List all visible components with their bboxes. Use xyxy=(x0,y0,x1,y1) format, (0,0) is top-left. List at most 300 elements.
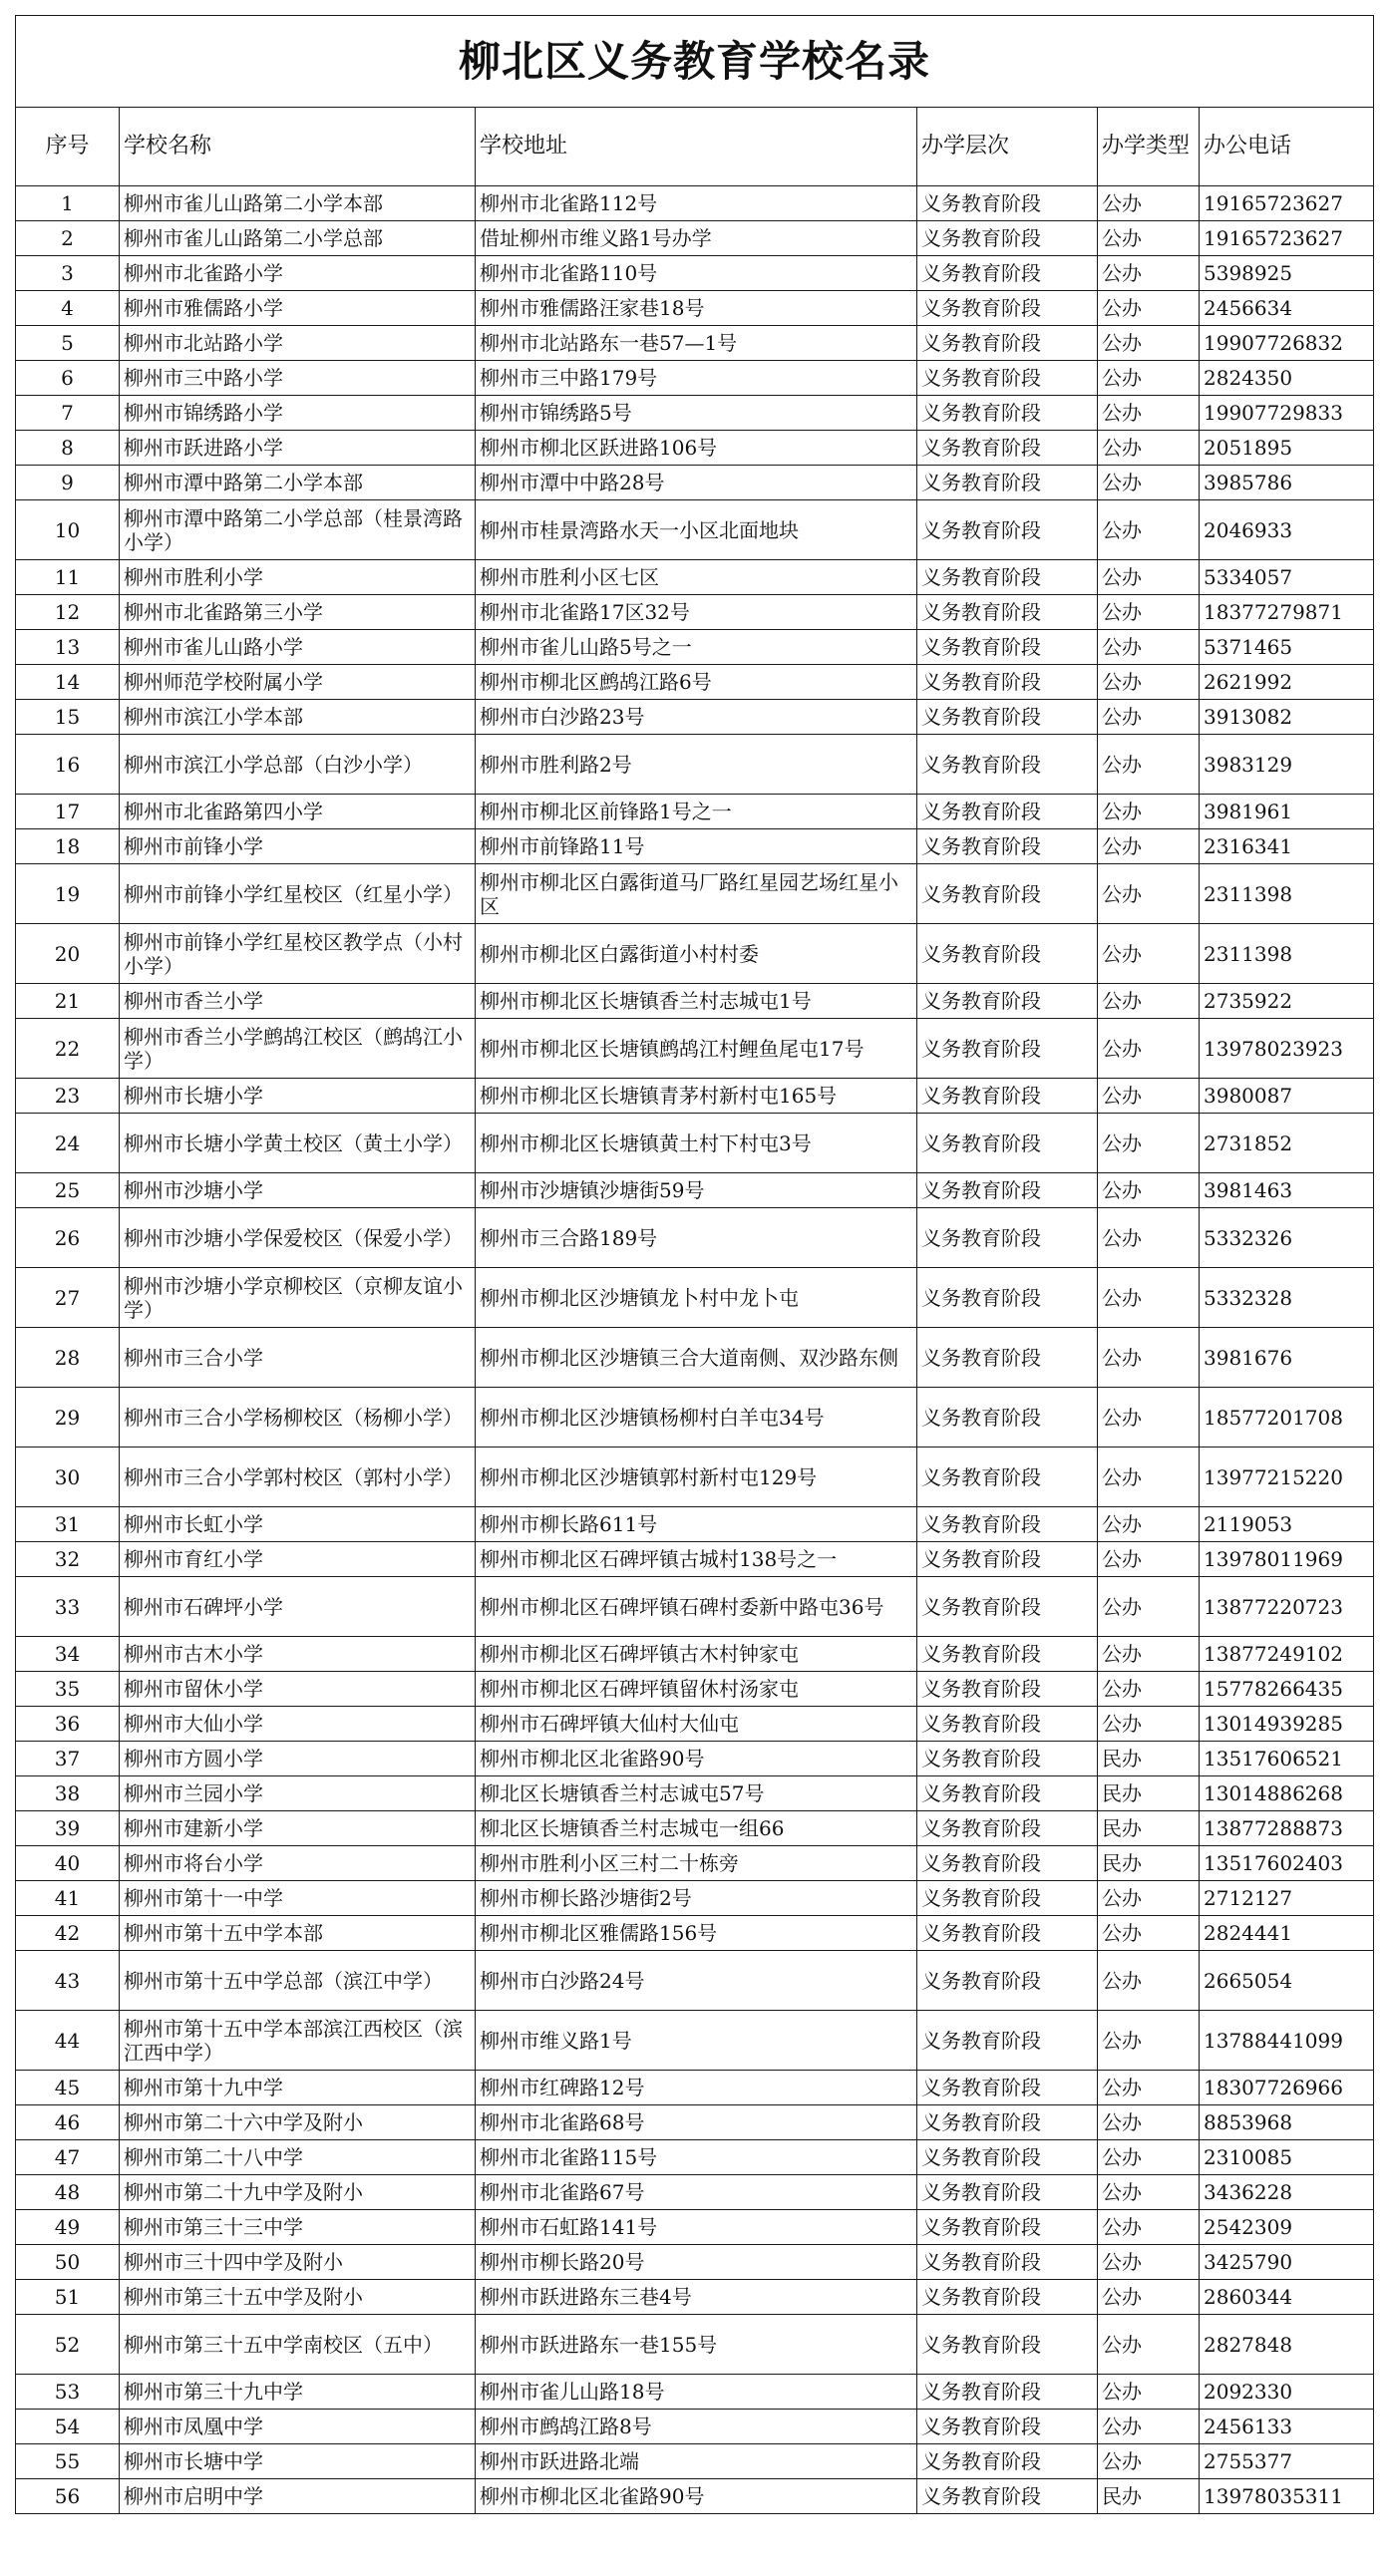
row-number: 50 xyxy=(16,2245,120,2280)
school-name: 柳州市古木小学 xyxy=(120,1637,476,1672)
school-type: 公办 xyxy=(1098,2140,1200,2175)
row-number: 8 xyxy=(16,431,120,466)
row-number: 26 xyxy=(16,1208,120,1268)
school-name: 柳州市胜利小学 xyxy=(120,560,476,595)
school-type: 公办 xyxy=(1098,221,1200,256)
school-level: 义务教育阶段 xyxy=(917,1672,1098,1707)
office-phone: 2712127 xyxy=(1200,1881,1374,1916)
school-name: 柳州市前锋小学 xyxy=(120,829,476,864)
office-phone: 19907729833 xyxy=(1200,396,1374,431)
row-number: 22 xyxy=(16,1019,120,1079)
office-phone: 3913082 xyxy=(1200,700,1374,735)
table-row xyxy=(16,1776,1374,1811)
school-name: 柳州市第三十三中学 xyxy=(120,2210,476,2245)
office-phone: 13877220723 xyxy=(1200,1577,1374,1637)
table-row xyxy=(16,1542,1374,1577)
office-phone: 19165723627 xyxy=(1200,221,1374,256)
school-type: 公办 xyxy=(1098,431,1200,466)
row-number: 12 xyxy=(16,595,120,630)
office-phone: 13877249102 xyxy=(1200,1637,1374,1672)
row-number: 29 xyxy=(16,1388,120,1448)
school-level: 义务教育阶段 xyxy=(917,2210,1098,2245)
school-level: 义务教育阶段 xyxy=(917,2071,1098,2105)
row-number: 9 xyxy=(16,466,120,500)
school-type: 公办 xyxy=(1098,1637,1200,1672)
school-level: 义务教育阶段 xyxy=(917,2444,1098,2479)
row-number: 21 xyxy=(16,984,120,1019)
spreadsheet xyxy=(15,15,1373,2514)
school-type: 公办 xyxy=(1098,2280,1200,2315)
office-phone: 2860344 xyxy=(1200,2280,1374,2315)
row-number: 36 xyxy=(16,1707,120,1742)
row-number: 56 xyxy=(16,2479,120,2514)
table-row xyxy=(16,560,1374,595)
school-address: 柳州市胜利路2号 xyxy=(476,735,917,795)
school-address: 柳州市锦绣路5号 xyxy=(476,396,917,431)
school-level: 义务教育阶段 xyxy=(917,431,1098,466)
school-level: 义务教育阶段 xyxy=(917,1916,1098,1951)
school-name: 柳州市第三十五中学南校区（五中） xyxy=(120,2315,476,2375)
school-address: 柳州市柳北区长塘镇青茅村新村屯165号 xyxy=(476,1079,917,1114)
school-level: 义务教育阶段 xyxy=(917,326,1098,361)
row-number: 38 xyxy=(16,1776,120,1811)
school-name: 柳州市北雀路小学 xyxy=(120,256,476,291)
school-address: 柳州市白沙路23号 xyxy=(476,700,917,735)
row-number: 46 xyxy=(16,2105,120,2140)
table-row xyxy=(16,466,1374,500)
school-type: 公办 xyxy=(1098,2410,1200,2444)
office-phone: 2542309 xyxy=(1200,2210,1374,2245)
office-phone: 13978023923 xyxy=(1200,1019,1374,1079)
school-name: 柳州市前锋小学红星校区（红星小学） xyxy=(120,864,476,924)
header-cell: 办公电话 xyxy=(1200,108,1374,186)
office-phone: 2311398 xyxy=(1200,924,1374,984)
school-address: 柳州市柳长路沙塘街2号 xyxy=(476,1881,917,1916)
school-name: 柳州市三十四中学及附小 xyxy=(120,2245,476,2280)
school-address: 柳州市柳北区长塘镇香兰村志城屯1号 xyxy=(476,984,917,1019)
office-phone: 2824441 xyxy=(1200,1916,1374,1951)
school-level: 义务教育阶段 xyxy=(917,1019,1098,1079)
school-type: 公办 xyxy=(1098,326,1200,361)
school-name: 柳州市第十五中学本部滨江西校区（滨江西中学） xyxy=(120,2011,476,2071)
school-name: 柳州市第二十六中学及附小 xyxy=(120,2105,476,2140)
school-level: 义务教育阶段 xyxy=(917,1268,1098,1328)
row-number: 27 xyxy=(16,1268,120,1328)
school-type: 公办 xyxy=(1098,1388,1200,1448)
table-row xyxy=(16,2375,1374,2410)
school-level: 义务教育阶段 xyxy=(917,1173,1098,1208)
school-name: 柳州市第二十八中学 xyxy=(120,2140,476,2175)
school-name: 柳州市长虹小学 xyxy=(120,1507,476,1542)
row-number: 39 xyxy=(16,1811,120,1846)
school-name: 柳州市第十五中学总部（滨江中学） xyxy=(120,1951,476,2011)
school-address: 柳州市北站路东一巷57—1号 xyxy=(476,326,917,361)
school-name: 柳州市锦绣路小学 xyxy=(120,396,476,431)
school-name: 柳州市第三十九中学 xyxy=(120,2375,476,2410)
school-type: 公办 xyxy=(1098,1328,1200,1388)
school-level: 义务教育阶段 xyxy=(917,665,1098,700)
school-level: 义务教育阶段 xyxy=(917,1079,1098,1114)
row-number: 35 xyxy=(16,1672,120,1707)
school-address: 柳北区长塘镇香兰村志城屯一组66 xyxy=(476,1811,917,1846)
table-row xyxy=(16,1268,1374,1328)
row-number: 18 xyxy=(16,829,120,864)
table-row xyxy=(16,630,1374,665)
school-type: 公办 xyxy=(1098,829,1200,864)
row-number: 45 xyxy=(16,2071,120,2105)
office-phone: 3981961 xyxy=(1200,795,1374,829)
table-row xyxy=(16,1208,1374,1268)
school-level: 义务教育阶段 xyxy=(917,2140,1098,2175)
row-number: 41 xyxy=(16,1881,120,1916)
school-type: 公办 xyxy=(1098,1707,1200,1742)
table-row xyxy=(16,1448,1374,1507)
row-number: 1 xyxy=(16,186,120,221)
header-cell: 序号 xyxy=(16,108,120,186)
row-number: 14 xyxy=(16,665,120,700)
school-address: 柳州市柳北区石碑坪镇石碑村委新中路屯36号 xyxy=(476,1577,917,1637)
school-level: 义务教育阶段 xyxy=(917,2011,1098,2071)
school-name: 柳州市第十一中学 xyxy=(120,1881,476,1916)
school-level: 义务教育阶段 xyxy=(917,595,1098,630)
school-name: 柳州市潭中路第二小学本部 xyxy=(120,466,476,500)
school-name: 柳州市第十五中学本部 xyxy=(120,1916,476,1951)
office-phone: 18307726966 xyxy=(1200,2071,1374,2105)
school-name: 柳州市跃进路小学 xyxy=(120,431,476,466)
table-row xyxy=(16,2280,1374,2315)
table-row xyxy=(16,984,1374,1019)
school-address: 柳州市柳北区雅儒路156号 xyxy=(476,1916,917,1951)
office-phone: 18577201708 xyxy=(1200,1388,1374,1448)
school-type: 公办 xyxy=(1098,1881,1200,1916)
school-level: 义务教育阶段 xyxy=(917,1577,1098,1637)
row-number: 49 xyxy=(16,2210,120,2245)
header-row xyxy=(16,108,1374,186)
school-name: 柳州市雅儒路小学 xyxy=(120,291,476,326)
school-level: 义务教育阶段 xyxy=(917,2175,1098,2210)
table-row xyxy=(16,2175,1374,2210)
school-address: 柳州市雀儿山路18号 xyxy=(476,2375,917,2410)
school-type: 公办 xyxy=(1098,1448,1200,1507)
row-number: 4 xyxy=(16,291,120,326)
school-address: 柳州市红碑路12号 xyxy=(476,2071,917,2105)
school-type: 公办 xyxy=(1098,1507,1200,1542)
school-address: 柳州市胜利小区三村二十栋旁 xyxy=(476,1846,917,1881)
school-address: 柳州市北雀路110号 xyxy=(476,256,917,291)
school-level: 义务教育阶段 xyxy=(917,1776,1098,1811)
office-phone: 3981463 xyxy=(1200,1173,1374,1208)
school-address: 柳州市胜利小区七区 xyxy=(476,560,917,595)
school-type: 公办 xyxy=(1098,1951,1200,2011)
table-row xyxy=(16,256,1374,291)
school-address: 柳州市柳北区沙塘镇三合大道南侧、双沙路东侧 xyxy=(476,1328,917,1388)
school-level: 义务教育阶段 xyxy=(917,2105,1098,2140)
school-type: 公办 xyxy=(1098,1019,1200,1079)
school-type: 民办 xyxy=(1098,1846,1200,1881)
school-level: 义务教育阶段 xyxy=(917,2479,1098,2514)
table-row xyxy=(16,2140,1374,2175)
table-row xyxy=(16,1811,1374,1846)
school-name: 柳州市沙塘小学保爱校区（保爱小学） xyxy=(120,1208,476,1268)
school-address: 柳州市柳北区石碑坪镇古木村钟家屯 xyxy=(476,1637,917,1672)
office-phone: 5334057 xyxy=(1200,560,1374,595)
school-level: 义务教育阶段 xyxy=(917,1328,1098,1388)
office-phone: 13517606521 xyxy=(1200,1742,1374,1776)
school-name: 柳州市三合小学杨柳校区（杨柳小学） xyxy=(120,1388,476,1448)
row-number: 5 xyxy=(16,326,120,361)
row-number: 7 xyxy=(16,396,120,431)
table-row xyxy=(16,291,1374,326)
school-address: 柳州市雀儿山路5号之一 xyxy=(476,630,917,665)
row-number: 6 xyxy=(16,361,120,396)
school-type: 公办 xyxy=(1098,1114,1200,1173)
row-number: 54 xyxy=(16,2410,120,2444)
row-number: 33 xyxy=(16,1577,120,1637)
office-phone: 2827848 xyxy=(1200,2315,1374,2375)
office-phone: 3983129 xyxy=(1200,735,1374,795)
school-address: 柳州市北雀路67号 xyxy=(476,2175,917,2210)
table-row xyxy=(16,326,1374,361)
office-phone: 5332326 xyxy=(1200,1208,1374,1268)
school-level: 义务教育阶段 xyxy=(917,1637,1098,1672)
office-phone: 13014886268 xyxy=(1200,1776,1374,1811)
office-phone: 2456634 xyxy=(1200,291,1374,326)
office-phone: 15778266435 xyxy=(1200,1672,1374,1707)
school-type: 公办 xyxy=(1098,186,1200,221)
school-address: 柳州市北雀路112号 xyxy=(476,186,917,221)
table-row xyxy=(16,2011,1374,2071)
row-number: 17 xyxy=(16,795,120,829)
school-level: 义务教育阶段 xyxy=(917,795,1098,829)
table-row xyxy=(16,186,1374,221)
school-type: 公办 xyxy=(1098,560,1200,595)
row-number: 13 xyxy=(16,630,120,665)
school-address: 柳州市柳北区沙塘镇杨柳村白羊屯34号 xyxy=(476,1388,917,1448)
school-name: 柳州市石碑坪小学 xyxy=(120,1577,476,1637)
school-address: 柳州市白沙路24号 xyxy=(476,1951,917,2011)
office-phone: 2046933 xyxy=(1200,500,1374,560)
school-type: 公办 xyxy=(1098,1916,1200,1951)
school-level: 义务教育阶段 xyxy=(917,864,1098,924)
office-phone: 3981676 xyxy=(1200,1328,1374,1388)
school-level: 义务教育阶段 xyxy=(917,1742,1098,1776)
school-level: 义务教育阶段 xyxy=(917,735,1098,795)
school-name: 柳州市凤凰中学 xyxy=(120,2410,476,2444)
school-address: 柳州市桂景湾路水天一小区北面地块 xyxy=(476,500,917,560)
school-level: 义务教育阶段 xyxy=(917,2375,1098,2410)
office-phone: 2119053 xyxy=(1200,1507,1374,1542)
table-row xyxy=(16,1637,1374,1672)
office-phone: 19165723627 xyxy=(1200,186,1374,221)
row-number: 15 xyxy=(16,700,120,735)
school-name: 柳州市长塘小学黄土校区（黄土小学） xyxy=(120,1114,476,1173)
school-name: 柳州市雀儿山路小学 xyxy=(120,630,476,665)
school-address: 柳州市三合路189号 xyxy=(476,1208,917,1268)
table-row xyxy=(16,735,1374,795)
school-type: 公办 xyxy=(1098,1577,1200,1637)
table-row xyxy=(16,431,1374,466)
row-number: 3 xyxy=(16,256,120,291)
school-address: 柳州市柳北区石碑坪镇留休村汤家屯 xyxy=(476,1672,917,1707)
school-name: 柳州市雀儿山路第二小学总部 xyxy=(120,221,476,256)
school-level: 义务教育阶段 xyxy=(917,291,1098,326)
school-type: 民办 xyxy=(1098,1776,1200,1811)
row-number: 25 xyxy=(16,1173,120,1208)
header-cell: 学校地址 xyxy=(476,108,917,186)
table-row xyxy=(16,1846,1374,1881)
school-level: 义务教育阶段 xyxy=(917,984,1098,1019)
school-name: 柳州市长塘小学 xyxy=(120,1079,476,1114)
school-level: 义务教育阶段 xyxy=(917,1388,1098,1448)
school-address: 柳州市三中路179号 xyxy=(476,361,917,396)
school-address: 柳州市柳北区长塘镇黄土村下村屯3号 xyxy=(476,1114,917,1173)
row-number: 43 xyxy=(16,1951,120,2011)
school-name: 柳州市沙塘小学京柳校区（京柳友谊小学） xyxy=(120,1268,476,1328)
row-number: 16 xyxy=(16,735,120,795)
table-row xyxy=(16,1707,1374,1742)
office-phone: 5371465 xyxy=(1200,630,1374,665)
school-address: 柳州市柳长路611号 xyxy=(476,1507,917,1542)
school-level: 义务教育阶段 xyxy=(917,630,1098,665)
row-number: 10 xyxy=(16,500,120,560)
school-address: 柳州市沙塘镇沙塘街59号 xyxy=(476,1173,917,1208)
school-address: 柳州市雅儒路汪家巷18号 xyxy=(476,291,917,326)
school-name: 柳州市香兰小学鹧鸪江校区（鹧鸪江小学） xyxy=(120,1019,476,1079)
table-row xyxy=(16,1079,1374,1114)
row-number: 37 xyxy=(16,1742,120,1776)
school-type: 公办 xyxy=(1098,2375,1200,2410)
office-phone: 3436228 xyxy=(1200,2175,1374,2210)
school-address: 柳州市北雀路68号 xyxy=(476,2105,917,2140)
table-row xyxy=(16,2210,1374,2245)
school-address: 柳州市柳北区鹧鸪江路6号 xyxy=(476,665,917,700)
school-level: 义务教育阶段 xyxy=(917,186,1098,221)
school-type: 公办 xyxy=(1098,924,1200,984)
school-level: 义务教育阶段 xyxy=(917,2410,1098,2444)
school-name: 柳州市方圆小学 xyxy=(120,1742,476,1776)
school-level: 义务教育阶段 xyxy=(917,221,1098,256)
office-phone: 5398925 xyxy=(1200,256,1374,291)
school-address: 柳州市柳北区前锋路1号之一 xyxy=(476,795,917,829)
office-phone: 13517602403 xyxy=(1200,1846,1374,1881)
school-name: 柳州市三中路小学 xyxy=(120,361,476,396)
school-type: 公办 xyxy=(1098,500,1200,560)
office-phone: 2311398 xyxy=(1200,864,1374,924)
school-address: 柳州市柳北区白露街道马厂路红星园艺场红星小区 xyxy=(476,864,917,924)
school-type: 公办 xyxy=(1098,864,1200,924)
office-phone: 2316341 xyxy=(1200,829,1374,864)
school-type: 公办 xyxy=(1098,1542,1200,1577)
office-phone: 3980087 xyxy=(1200,1079,1374,1114)
table-row xyxy=(16,1019,1374,1079)
table-row xyxy=(16,1951,1374,2011)
office-phone: 13978035311 xyxy=(1200,2479,1374,2514)
school-level: 义务教育阶段 xyxy=(917,1114,1098,1173)
office-phone: 13977215220 xyxy=(1200,1448,1374,1507)
school-name: 柳州市前锋小学红星校区教学点（小村小学） xyxy=(120,924,476,984)
school-address: 借址柳州市维义路1号办学 xyxy=(476,221,917,256)
header-cell: 学校名称 xyxy=(120,108,476,186)
table-row xyxy=(16,829,1374,864)
school-type: 公办 xyxy=(1098,256,1200,291)
school-name: 柳州市大仙小学 xyxy=(120,1707,476,1742)
school-type: 公办 xyxy=(1098,984,1200,1019)
office-phone: 18377279871 xyxy=(1200,595,1374,630)
row-number: 19 xyxy=(16,864,120,924)
office-phone: 19907726832 xyxy=(1200,326,1374,361)
school-type: 民办 xyxy=(1098,1811,1200,1846)
table-row xyxy=(16,1577,1374,1637)
school-address: 柳州市柳北区跃进路106号 xyxy=(476,431,917,466)
school-address: 柳州市跃进路北端 xyxy=(476,2444,917,2479)
school-level: 义务教育阶段 xyxy=(917,2245,1098,2280)
school-type: 公办 xyxy=(1098,2011,1200,2071)
school-type: 公办 xyxy=(1098,1079,1200,1114)
school-type: 公办 xyxy=(1098,795,1200,829)
row-number: 23 xyxy=(16,1079,120,1114)
table-row xyxy=(16,1114,1374,1173)
school-name: 柳州市北雀路第四小学 xyxy=(120,795,476,829)
school-type: 公办 xyxy=(1098,630,1200,665)
row-number: 51 xyxy=(16,2280,120,2315)
school-type: 民办 xyxy=(1098,2479,1200,2514)
school-name: 柳州市第二十九中学及附小 xyxy=(120,2175,476,2210)
school-name: 柳州市兰园小学 xyxy=(120,1776,476,1811)
row-number: 28 xyxy=(16,1328,120,1388)
table-row xyxy=(16,2315,1374,2375)
school-table xyxy=(15,15,1374,2514)
office-phone: 8853968 xyxy=(1200,2105,1374,2140)
school-level: 义务教育阶段 xyxy=(917,1707,1098,1742)
row-number: 32 xyxy=(16,1542,120,1577)
school-level: 义务教育阶段 xyxy=(917,829,1098,864)
school-address: 柳州市维义路1号 xyxy=(476,2011,917,2071)
school-address: 柳州市柳长路20号 xyxy=(476,2245,917,2280)
row-number: 42 xyxy=(16,1916,120,1951)
school-address: 柳州市北雀路115号 xyxy=(476,2140,917,2175)
school-level: 义务教育阶段 xyxy=(917,2315,1098,2375)
table-row xyxy=(16,2410,1374,2444)
school-address: 柳州市柳北区北雀路90号 xyxy=(476,1742,917,1776)
office-phone: 13788441099 xyxy=(1200,2011,1374,2071)
office-phone: 2621992 xyxy=(1200,665,1374,700)
row-number: 48 xyxy=(16,2175,120,2210)
school-name: 柳州市启明中学 xyxy=(120,2479,476,2514)
school-name: 柳州市第十九中学 xyxy=(120,2071,476,2105)
school-level: 义务教育阶段 xyxy=(917,396,1098,431)
school-level: 义务教育阶段 xyxy=(917,1846,1098,1881)
office-phone: 5332328 xyxy=(1200,1268,1374,1328)
table-row xyxy=(16,1388,1374,1448)
office-phone: 13014939285 xyxy=(1200,1707,1374,1742)
row-number: 11 xyxy=(16,560,120,595)
school-name: 柳州市滨江小学总部（白沙小学） xyxy=(120,735,476,795)
school-type: 公办 xyxy=(1098,291,1200,326)
table-row xyxy=(16,665,1374,700)
row-number: 47 xyxy=(16,2140,120,2175)
row-number: 53 xyxy=(16,2375,120,2410)
school-type: 公办 xyxy=(1098,2444,1200,2479)
table-row xyxy=(16,1742,1374,1776)
school-level: 义务教育阶段 xyxy=(917,1951,1098,2011)
office-phone: 2310085 xyxy=(1200,2140,1374,2175)
table-row xyxy=(16,361,1374,396)
school-address: 柳州市柳北区沙塘镇郭村新村屯129号 xyxy=(476,1448,917,1507)
school-level: 义务教育阶段 xyxy=(917,1448,1098,1507)
school-type: 公办 xyxy=(1098,595,1200,630)
row-number: 55 xyxy=(16,2444,120,2479)
row-number: 2 xyxy=(16,221,120,256)
